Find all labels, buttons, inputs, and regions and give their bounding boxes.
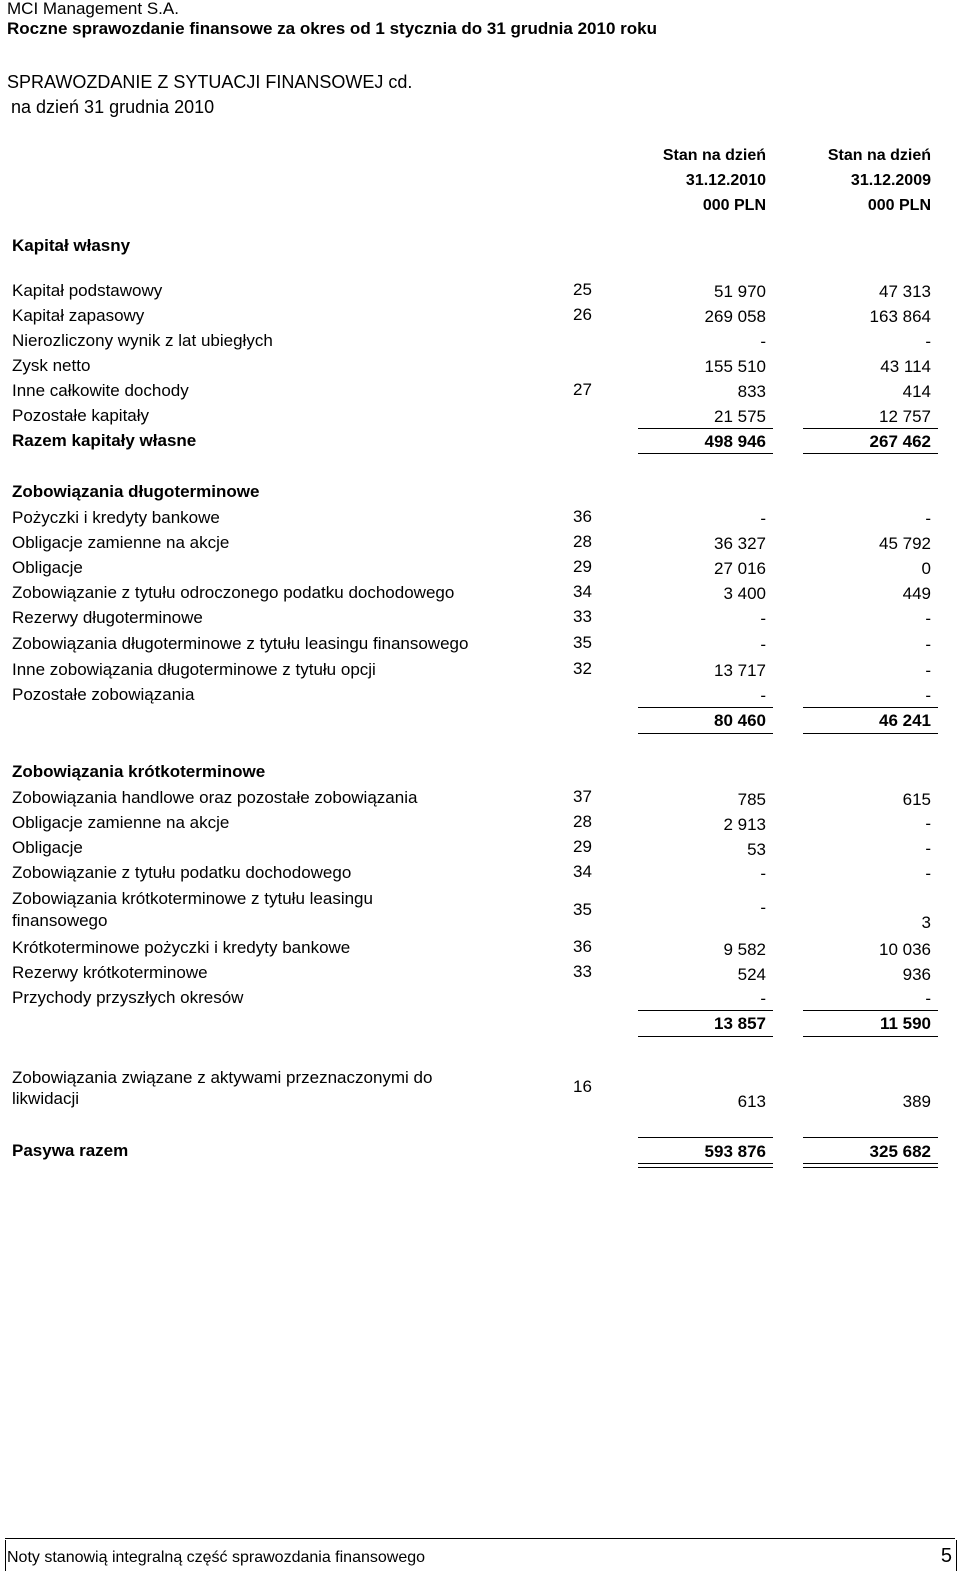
- row-label: Rezerwy krótkoterminowe: [12, 963, 208, 982]
- row-label-line1: Zobowiązania krótkoterminowe z tytułu leasingu: [12, 889, 373, 908]
- table-row: [0, 684, 960, 706]
- row-value-2009: -: [925, 332, 931, 351]
- row-value-2010: 9 582: [723, 940, 766, 959]
- row-label: Inne całkowite dochody: [12, 381, 189, 400]
- row-value-2010: 21 575: [714, 407, 766, 426]
- row-note: 36: [573, 937, 592, 956]
- statement-date: na dzień 31 grudnia 2010: [11, 97, 215, 117]
- row-value-2010: -: [760, 635, 766, 654]
- table-row: [0, 405, 960, 427]
- row-note: 34: [573, 862, 592, 881]
- row-value-2009: 449: [902, 584, 931, 603]
- equity-heading: Kapitał własny: [12, 236, 131, 255]
- table-row: [0, 987, 960, 1009]
- shortterm-total-row: [0, 1012, 960, 1034]
- row-value-2009: -: [925, 635, 931, 654]
- row-value-2009: 45 792: [879, 534, 931, 553]
- row-value-2009: 46 241: [879, 711, 931, 730]
- double-total-rule: [638, 1163, 773, 1168]
- row-value-2009: 615: [902, 790, 931, 809]
- total-rule: [803, 733, 938, 734]
- subtotal-rule: [638, 428, 773, 429]
- col2-heading-l1: Stan na dzień: [827, 147, 931, 164]
- row-value-2009: 47 313: [879, 282, 931, 301]
- footer-note: Noty stanowią integralną część sprawozdania finansowego: [7, 1549, 426, 1566]
- table-row: [0, 633, 960, 655]
- row-value-2010: 498 946: [704, 432, 766, 451]
- row-note: 29: [573, 557, 592, 576]
- grand-total-row: [0, 1140, 960, 1162]
- row-value-2009: 11 590: [879, 1014, 931, 1033]
- equity-total-row: [0, 430, 960, 452]
- row-note: 37: [573, 787, 592, 806]
- row-label: Kapitał podstawowy: [12, 281, 163, 300]
- row-label-line2: finansowego: [12, 911, 108, 930]
- row-value-2010: 80 460: [714, 711, 766, 730]
- double-total-rule: [803, 1163, 938, 1168]
- row-value-2009: -: [925, 864, 931, 883]
- row-value-2009: 325 682: [869, 1142, 931, 1161]
- row-value-2010: -: [760, 864, 766, 883]
- row-label: Pożyczki i kredyty bankowe: [12, 508, 220, 527]
- subtotal-rule: [803, 428, 938, 429]
- row-value-2009: -: [925, 839, 931, 858]
- table-row: [0, 305, 960, 327]
- row-value-2010: -: [760, 989, 766, 1008]
- row-value-2010: -: [760, 898, 766, 917]
- row-value-2009: -: [925, 989, 931, 1008]
- statement-title: SPRAWOZDANIE Z SYTUACJI FINANSOWEJ cd.: [7, 72, 413, 92]
- table-row: [0, 862, 960, 884]
- row-label: Zysk netto: [12, 356, 91, 375]
- subtotal-rule: [638, 1137, 773, 1138]
- row-value-2010: 269 058: [704, 307, 766, 326]
- row-note: 33: [573, 962, 592, 981]
- row-value-2010: 613: [737, 1092, 766, 1111]
- total-rule: [638, 1036, 773, 1037]
- table-row: [0, 607, 960, 629]
- row-note: 29: [573, 837, 592, 856]
- table-row: [0, 355, 960, 377]
- row-value-2009: 936: [902, 965, 931, 984]
- row-value-2009: -: [925, 661, 931, 680]
- row-value-2009: 267 462: [869, 432, 931, 451]
- row-value-2010: 13 857: [714, 1014, 766, 1033]
- row-note: 28: [573, 532, 592, 551]
- table-row: [0, 812, 960, 834]
- table-row: [0, 888, 960, 932]
- row-label: Pozostałe zobowiązania: [12, 685, 195, 704]
- footer-rule: [5, 1538, 955, 1539]
- table-row: [0, 962, 960, 984]
- row-value-2010: -: [760, 686, 766, 705]
- table-row: [0, 280, 960, 302]
- row-note: 26: [573, 305, 592, 324]
- row-value-2010: 2 913: [723, 815, 766, 834]
- row-value-2009: 389: [902, 1092, 931, 1111]
- row-label: Obligacje: [12, 838, 83, 857]
- held-for-sale-row: [0, 1067, 960, 1113]
- col1-heading-l1: Stan na dzień: [662, 147, 766, 164]
- report-title: Roczne sprawozdanie finansowe za okres od 1 stycznia do 31 grudnia 2010 roku: [7, 19, 657, 38]
- page-number: 5: [940, 1545, 952, 1567]
- row-value-2009: 12 757: [879, 407, 931, 426]
- row-value-2010: 13 717: [714, 661, 766, 680]
- row-note: 16: [573, 1077, 592, 1096]
- shortterm-heading: Zobowiązania krótkoterminowe: [12, 762, 266, 781]
- col1-heading-l3: 000 PLN: [702, 197, 766, 214]
- row-value-2010: 524: [737, 965, 766, 984]
- total-rule: [638, 453, 773, 454]
- table-row: [0, 557, 960, 579]
- longterm-heading: Zobowiązania długoterminowe: [12, 482, 260, 501]
- row-value-2009: 10 036: [879, 940, 931, 959]
- row-label: Nierozliczony wynik z lat ubiegłych: [12, 331, 273, 350]
- row-value-2010: 53: [747, 840, 766, 859]
- row-label: Zobowiązania długoterminowe z tytułu leasingu finansowego: [12, 634, 469, 653]
- row-value-2010: -: [760, 509, 766, 528]
- row-value-2010: 51 970: [714, 282, 766, 301]
- row-label: Inne zobowiązania długoterminowe z tytułu opcji: [12, 660, 376, 679]
- total-rule: [638, 733, 773, 734]
- total-rule: [803, 1036, 938, 1037]
- row-value-2010: 155 510: [704, 357, 766, 376]
- row-label: Obligacje zamienne na akcje: [12, 533, 230, 552]
- row-value-2009: 3: [921, 913, 931, 932]
- row-note: 35: [573, 633, 592, 652]
- page-header: [0, 0, 960, 44]
- total-rule: [803, 453, 938, 454]
- row-value-2010: 593 876: [704, 1142, 766, 1161]
- table-row: [0, 582, 960, 604]
- row-label: Rezerwy długoterminowe: [12, 608, 203, 627]
- row-label: Zobowiązanie z tytułu podatku dochodowego: [12, 863, 352, 882]
- row-value-2009: -: [925, 509, 931, 528]
- row-label: Przychody przyszłych okresów: [12, 988, 244, 1007]
- row-label: Razem kapitały własne: [12, 431, 197, 450]
- row-label: Zobowiązanie z tytułu odroczonego podatku dochodowego: [12, 583, 455, 602]
- subtotal-rule: [638, 1010, 773, 1011]
- table-row: [0, 937, 960, 959]
- row-value-2009: 0: [921, 559, 931, 578]
- footer-frame-left: [5, 1540, 6, 1571]
- col2-heading-l2: 31.12.2009: [850, 172, 931, 189]
- row-value-2010: 27 016: [714, 559, 766, 578]
- row-label: Krótkoterminowe pożyczki i kredyty bankowe: [12, 938, 351, 957]
- table-row: [0, 532, 960, 554]
- row-value-2009: -: [925, 609, 931, 628]
- table-row: [0, 787, 960, 809]
- row-label-line1: Zobowiązania związane z aktywami przeznaczonymi do: [12, 1068, 433, 1087]
- table-row: [0, 659, 960, 681]
- table-row: [0, 330, 960, 352]
- row-note: 27: [573, 380, 592, 399]
- row-value-2010: 3 400: [723, 584, 766, 603]
- row-note: 25: [573, 280, 592, 299]
- table-row: [0, 380, 960, 402]
- row-label: Zobowiązania handlowe oraz pozostałe zobowiązania: [12, 788, 418, 807]
- row-value-2009: 163 864: [869, 307, 931, 326]
- row-value-2010: 833: [737, 382, 766, 401]
- row-note: 34: [573, 582, 592, 601]
- row-note: 32: [573, 659, 592, 678]
- row-label: Pasywa razem: [12, 1141, 129, 1160]
- row-value-2010: 36 327: [714, 534, 766, 553]
- row-value-2009: 43 114: [880, 357, 931, 376]
- row-value-2009: -: [925, 686, 931, 705]
- table-row: [0, 837, 960, 859]
- col1-heading-l2: 31.12.2010: [685, 172, 766, 189]
- row-label: Obligacje zamienne na akcje: [12, 813, 230, 832]
- row-value-2009: 414: [902, 382, 931, 401]
- row-label-line2: likwidacji: [12, 1089, 80, 1108]
- subtotal-rule: [803, 707, 938, 708]
- company-name: MCI Management S.A.: [7, 0, 179, 18]
- row-note: 33: [573, 607, 592, 626]
- subtotal-rule: [803, 1137, 938, 1138]
- row-value-2010: 785: [737, 790, 766, 809]
- row-label: Kapitał zapasowy: [12, 306, 145, 325]
- subtotal-rule: [638, 707, 773, 708]
- row-label: Obligacje: [12, 558, 83, 577]
- longterm-total-row: [0, 709, 960, 731]
- row-note: 36: [573, 507, 592, 526]
- table-row: [0, 507, 960, 529]
- row-value-2010: -: [760, 609, 766, 628]
- row-note: 28: [573, 812, 592, 831]
- row-value-2010: -: [760, 332, 766, 351]
- subtotal-rule: [803, 1010, 938, 1011]
- footer-frame-right: [956, 1540, 957, 1571]
- row-value-2009: -: [925, 814, 931, 833]
- row-label: Pozostałe kapitały: [12, 406, 150, 425]
- row-note: 35: [573, 900, 592, 919]
- col2-heading-l3: 000 PLN: [867, 197, 931, 214]
